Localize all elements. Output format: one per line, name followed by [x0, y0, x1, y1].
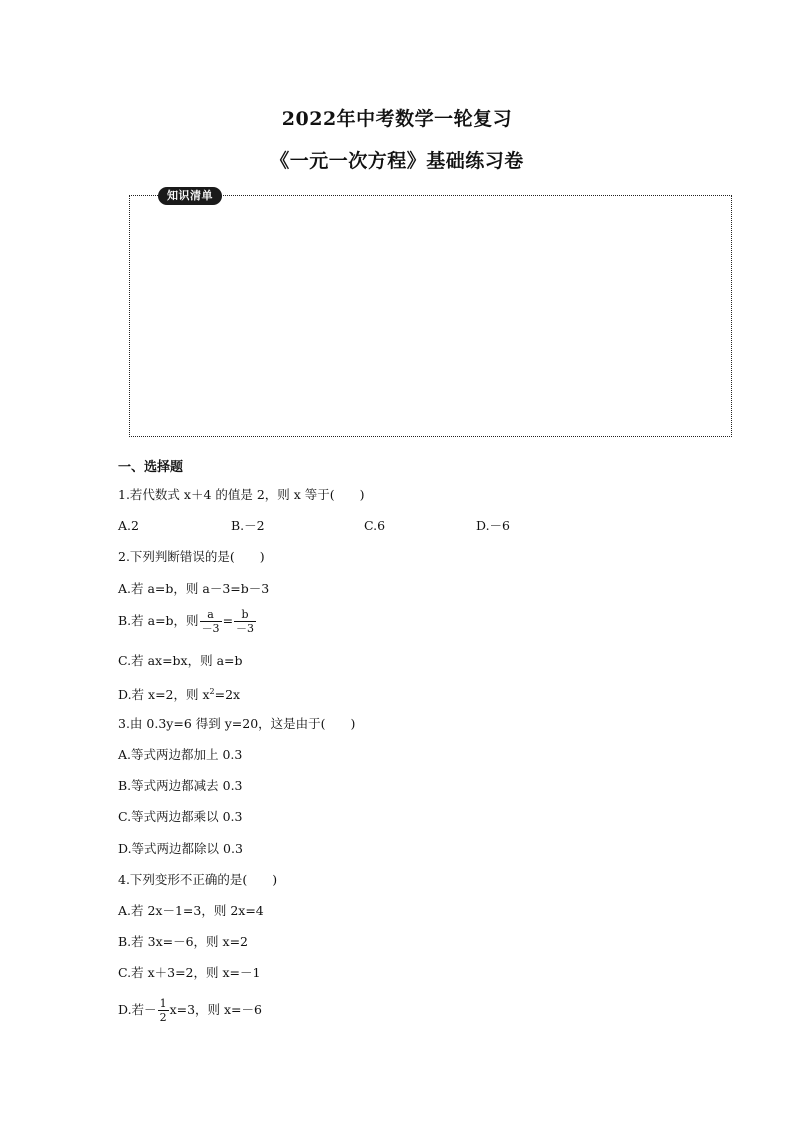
fraction [158, 997, 169, 1024]
q3-option-b: B.等式两边都减去 0.3 [118, 778, 243, 793]
q2-option-b-prefix: B.若 a=b，则 [118, 613, 199, 628]
q3-option-a: A.等式两边都加上 0.3 [118, 747, 243, 762]
fraction-denominator: 2 [159, 1011, 167, 1024]
q4-option-c: C.若 x＋3=2，则 x=－1 [118, 965, 261, 980]
q1-option-d: D.－6 [476, 518, 511, 533]
q2-option-a: A.若 a=b，则 a－3=b－3 [118, 581, 270, 596]
title-line-2: 《一元一次方程》基础练习卷 [270, 150, 524, 172]
q3-stem: 3.由 0.3y=6 得到 y=20，这是由于( ) [118, 716, 356, 731]
q3-option-d: D.等式两边都除以 0.3 [118, 841, 243, 856]
q1-option-b: B.－2 [231, 518, 265, 533]
fraction-numerator: 1 [159, 997, 167, 1010]
q2-option-d-prefix: D.若 x=2，则 x [118, 687, 210, 703]
fraction-numerator: b [241, 608, 249, 621]
q1-option-c: C.6 [364, 518, 386, 533]
fraction [200, 608, 222, 635]
q2-option-d-suffix: =2x [214, 687, 241, 703]
q1-stem: 1.若代数式 x＋4 的值是 2，则 x 等于( ) [118, 487, 365, 502]
q4-stem: 4.下列变形不正确的是( ) [118, 872, 278, 887]
q2-option-c: C.若 ax=bx，则 a=b [118, 653, 243, 668]
q3-option-c: C.等式两边都乘以 0.3 [118, 809, 243, 824]
equals-sign: = [222, 613, 234, 628]
title-line-1: 2022年中考数学一轮复习 [281, 108, 513, 130]
q2-option-b [118, 608, 257, 635]
section-heading-choice: 一、选择题 [118, 460, 184, 475]
q4-option-d-suffix: x=3，则 x=－6 [169, 1002, 262, 1017]
q4-option-a: A.若 2x－1=3，则 2x=4 [118, 903, 264, 918]
superscript: 2 [209, 687, 215, 696]
q4-option-d [118, 997, 262, 1024]
fraction [234, 608, 256, 635]
q1-option-a: A.2 [118, 518, 139, 533]
knowledge-box [129, 195, 732, 437]
q2-stem: 2.下列判断错误的是( ) [118, 549, 265, 564]
fraction-numerator: a [207, 608, 214, 621]
knowledge-label: 知识清单 [158, 187, 222, 205]
q4-option-b: B.若 3x=－6，则 x=2 [118, 934, 249, 949]
fraction-denominator: －3 [201, 622, 220, 635]
q2-option-d [118, 683, 240, 704]
q4-option-d-prefix: D.若－ [118, 1002, 157, 1017]
fraction-denominator: －3 [236, 622, 255, 635]
